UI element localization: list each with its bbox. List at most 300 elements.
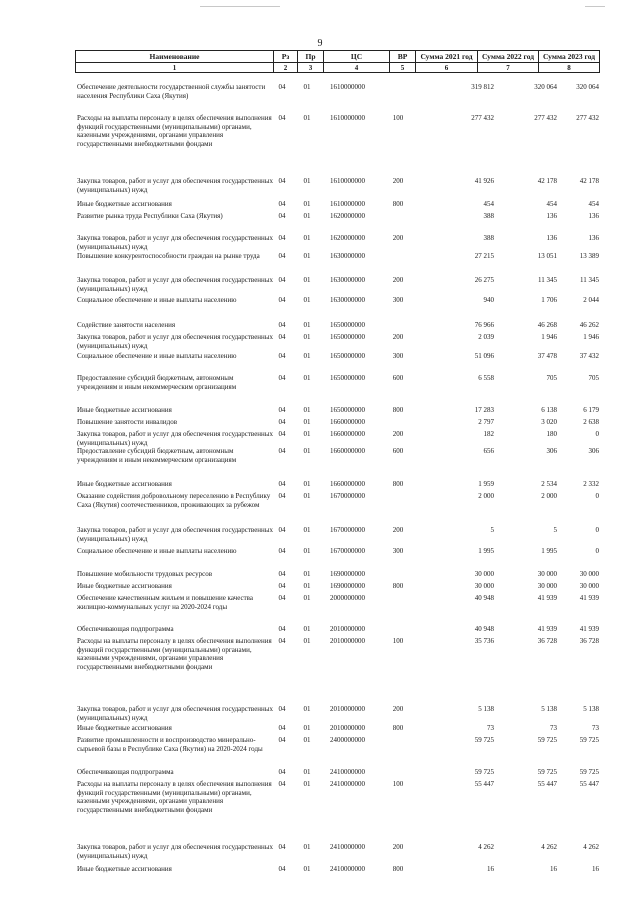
row-sum-2022: 30 000: [537, 582, 557, 590]
row-pr: 01: [303, 352, 311, 360]
row-pr: 01: [303, 212, 311, 220]
row-pr: 01: [303, 430, 311, 438]
row-vr: 200: [392, 430, 404, 438]
row-name: Обеспечение качественным жильем и повышение качества жилищно-коммунальных услуг на 2020-2024 годы: [77, 594, 253, 611]
row-pr: 01: [303, 768, 311, 776]
row-name: Иные бюджетные ассигнования: [77, 200, 172, 208]
row-rz: 04: [278, 736, 286, 744]
row-pr: 01: [303, 637, 311, 645]
table-row: [75, 768, 599, 776]
row-sum-2022: 1 706: [541, 296, 557, 304]
row-cs: 1650000000: [330, 333, 365, 341]
row-sum-2023: 136: [588, 212, 599, 220]
row-sum-2022: 59 725: [537, 768, 557, 776]
row-name: Закупка товаров, работ и услуг для обеспечения государственных (муниципальных) нужд: [77, 430, 274, 447]
row-sum-2021: 1 959: [478, 480, 494, 488]
row-sum-2022: 36 728: [537, 637, 557, 645]
row-pr: 01: [303, 234, 311, 242]
row-rz: 04: [278, 200, 286, 208]
row-cs: 1650000000: [330, 406, 365, 414]
table-row: [75, 276, 599, 293]
row-pr: 01: [303, 447, 311, 455]
column-number: 6: [416, 63, 478, 73]
row-sum-2023: 41 939: [579, 625, 599, 633]
row-cs: 1630000000: [330, 252, 365, 260]
row-name: Повышение занятости инвалидов: [77, 418, 178, 426]
row-rz: 04: [278, 526, 286, 534]
row-sum-2022: 136: [546, 234, 557, 242]
table-row: [75, 252, 599, 260]
column-number: 1: [76, 63, 274, 73]
row-cs: 2410000000: [330, 780, 365, 788]
row-name: Закупка товаров, работ и услуг для обеспечения государственных (муниципальных) нужд: [77, 177, 274, 194]
row-name: Расходы на выплаты персоналу в целях обеспечения выполнения функций государственными (муниципальными) органами, казенными учреждениями, органами управления государственными внебюджетными фондами: [77, 114, 272, 148]
row-sum-2021: 59 725: [474, 768, 494, 776]
row-cs: 1630000000: [330, 296, 365, 304]
row-sum-2021: 319 812: [471, 83, 494, 91]
row-name: Закупка товаров, работ и услуг для обеспечения государственных (муниципальных) нужд: [77, 843, 274, 860]
row-sum-2021: 73: [487, 724, 494, 732]
row-cs: 2010000000: [330, 724, 365, 732]
row-rz: 04: [278, 406, 286, 414]
row-vr: 200: [392, 843, 404, 851]
row-sum-2023: 73: [592, 724, 599, 732]
row-pr: 01: [303, 177, 311, 185]
row-rz: 04: [278, 177, 286, 185]
scan-mark-right: [585, 6, 605, 7]
row-pr: 01: [303, 276, 311, 284]
row-name: Социальное обеспечение и иные выплаты населению: [77, 296, 237, 304]
row-sum-2023: 30 000: [579, 582, 599, 590]
row-name: Расходы на выплаты персоналу в целях обеспечения выполнения функций государственными (муниципальными) органами, казенными учреждениями, органами управления государственными внебюджетными фондами: [77, 780, 272, 814]
row-sum-2022: 11 345: [538, 276, 557, 284]
row-pr: 01: [303, 321, 311, 329]
row-rz: 04: [278, 547, 286, 555]
row-vr: 200: [392, 333, 404, 341]
row-pr: 01: [303, 526, 311, 534]
table-row: [75, 843, 599, 860]
table-row: [75, 547, 599, 555]
row-vr: 200: [392, 276, 404, 284]
row-name: Повышение конкурентоспособности граждан на рынке труда: [77, 252, 260, 260]
row-sum-2022: 73: [550, 724, 557, 732]
row-sum-2021: 35 736: [474, 637, 494, 645]
row-pr: 01: [303, 594, 311, 602]
row-name: Предоставление субсидий бюджетным, автономным учреждениям и иным некоммерческим организациям: [77, 374, 237, 391]
table-row: [75, 594, 599, 611]
column-number: 7: [478, 63, 539, 73]
row-sum-2021: 30 000: [474, 570, 494, 578]
row-sum-2023: 59 725: [579, 768, 599, 776]
table-row: [75, 637, 599, 671]
row-sum-2022: 30 000: [537, 570, 557, 578]
table-row: [75, 625, 599, 633]
row-cs: 1650000000: [330, 352, 365, 360]
table-row: [75, 406, 599, 414]
row-rz: 04: [278, 570, 286, 578]
row-sum-2021: 16: [487, 865, 494, 873]
row-cs: 2410000000: [330, 843, 365, 851]
row-rz: 04: [278, 333, 286, 341]
row-rz: 04: [278, 430, 286, 438]
row-pr: 01: [303, 252, 311, 260]
row-pr: 01: [303, 480, 311, 488]
row-sum-2023: 0: [595, 526, 599, 534]
row-sum-2022: 5 138: [541, 705, 557, 713]
row-sum-2021: 17 283: [474, 406, 494, 414]
table-row: [75, 582, 599, 590]
row-rz: 04: [278, 234, 286, 242]
row-name: Обеспечивающая подпрограмма: [77, 768, 174, 776]
table-row: [75, 736, 599, 753]
row-pr: 01: [303, 843, 311, 851]
row-pr: 01: [303, 582, 311, 590]
row-rz: 04: [278, 374, 286, 382]
column-number-row: [76, 63, 600, 73]
row-sum-2021: 27 215: [474, 252, 494, 260]
row-sum-2023: 4 262: [583, 843, 599, 851]
table-row: [75, 177, 599, 194]
row-sum-2021: 388: [483, 234, 494, 242]
row-sum-2021: 182: [483, 430, 494, 438]
row-cs: 1650000000: [330, 374, 365, 382]
row-rz: 04: [278, 625, 286, 633]
row-pr: 01: [303, 418, 311, 426]
row-sum-2023: 30 000: [579, 570, 599, 578]
row-pr: 01: [303, 296, 311, 304]
row-sum-2023: 36 728: [579, 637, 599, 645]
row-rz: 04: [278, 594, 286, 602]
row-pr: 01: [303, 736, 311, 744]
row-cs: 1620000000: [330, 234, 365, 242]
column-number: 5: [390, 63, 416, 73]
row-rz: 04: [278, 865, 286, 873]
row-sum-2023: 6 179: [583, 406, 599, 414]
table-row: [75, 526, 599, 543]
row-rz: 04: [278, 705, 286, 713]
row-sum-2021: 2 039: [478, 333, 494, 341]
row-cs: 2400000000: [330, 736, 365, 744]
row-name: Предоставление субсидий бюджетным, автономным учреждениям и иным некоммерческим организациям: [77, 447, 237, 464]
row-cs: 1690000000: [330, 582, 365, 590]
row-name: Обеспечивающая подпрограмма: [77, 625, 174, 633]
row-sum-2022: 41 939: [537, 625, 557, 633]
row-pr: 01: [303, 865, 311, 873]
table-row: [75, 570, 599, 578]
row-sum-2022: 180: [546, 430, 557, 438]
row-pr: 01: [303, 547, 311, 555]
row-sum-2023: 705: [588, 374, 599, 382]
row-sum-2021: 940: [483, 296, 494, 304]
row-rz: 04: [278, 447, 286, 455]
table-row: [75, 234, 599, 251]
row-sum-2021: 40 948: [474, 594, 494, 602]
table-row: [75, 865, 599, 873]
row-rz: 04: [278, 418, 286, 426]
row-pr: 01: [303, 83, 311, 91]
row-vr: 200: [392, 234, 404, 242]
row-rz: 04: [278, 780, 286, 788]
page-number: 9: [317, 38, 323, 49]
row-sum-2022: 16: [550, 865, 557, 873]
row-rz: 04: [278, 276, 286, 284]
row-pr: 01: [303, 724, 311, 732]
row-vr: 300: [392, 352, 404, 360]
table-row: [75, 780, 599, 814]
row-cs: 1650000000: [330, 321, 365, 329]
row-name: Социальное обеспечение и иные выплаты населению: [77, 547, 237, 555]
row-cs: 1670000000: [330, 547, 365, 555]
row-rz: 04: [278, 321, 286, 329]
table-row: [75, 705, 599, 722]
row-sum-2021: 656: [483, 447, 494, 455]
row-cs: 1610000000: [330, 200, 365, 208]
row-sum-2022: 1 946: [541, 333, 557, 341]
row-pr: 01: [303, 625, 311, 633]
table-row: [75, 492, 599, 509]
header-sum-2022: Сумма 2022 год: [478, 51, 539, 63]
row-cs: 1690000000: [330, 570, 365, 578]
table-row: [75, 374, 599, 391]
row-cs: 1630000000: [330, 276, 365, 284]
row-vr: 800: [392, 406, 404, 414]
row-vr: 100: [392, 637, 404, 645]
row-vr: 200: [392, 177, 404, 185]
row-name: Закупка товаров, работ и услуг для обеспечения государственных (муниципальных) нужд: [77, 234, 274, 251]
row-name: Обеспечение деятельности государственной службы занятости населения Республики Саха (Якутия): [77, 83, 266, 100]
row-sum-2021: 26 275: [474, 276, 494, 284]
table-row: [75, 724, 599, 732]
table-row: [75, 200, 599, 208]
table-row: [75, 321, 599, 329]
row-sum-2021: 55 447: [474, 780, 494, 788]
row-vr: 100: [392, 780, 404, 788]
table-row: [75, 480, 599, 488]
header-vr: ВР: [390, 51, 416, 63]
row-sum-2023: 136: [588, 234, 599, 242]
row-rz: 04: [278, 637, 286, 645]
row-sum-2023: 2 332: [583, 480, 599, 488]
row-name: Иные бюджетные ассигнования: [77, 406, 172, 414]
row-cs: 1660000000: [330, 418, 365, 426]
row-name: Закупка товаров, работ и услуг для обеспечения государственных (муниципальных) нужд: [77, 333, 274, 350]
row-rz: 04: [278, 83, 286, 91]
row-sum-2023: 306: [588, 447, 599, 455]
row-sum-2021: 30 000: [474, 582, 494, 590]
row-sum-2023: 11 345: [580, 276, 599, 284]
row-sum-2021: 5 138: [478, 705, 494, 713]
row-cs: 1610000000: [330, 114, 365, 122]
table-row: [75, 352, 599, 360]
row-sum-2023: 0: [595, 492, 599, 500]
row-vr: 300: [392, 296, 404, 304]
row-sum-2021: 277 432: [471, 114, 494, 122]
row-cs: 1660000000: [330, 447, 365, 455]
row-cs: 1670000000: [330, 526, 365, 534]
row-sum-2021: 6 558: [478, 374, 494, 382]
header-row: [76, 51, 600, 63]
header-sum-2023: Сумма 2023 год: [539, 51, 600, 63]
row-name: Закупка товаров, работ и услуг для обеспечения государственных (муниципальных) нужд: [77, 705, 274, 722]
row-sum-2022: 55 447: [537, 780, 557, 788]
row-cs: 2010000000: [330, 625, 365, 633]
row-name: Развитие промышленности и воспроизводство минерально-сырьевой базы в Республике Саха (Якутия) на 2020-2024 годы: [77, 736, 263, 753]
row-sum-2023: 42 178: [579, 177, 599, 185]
row-sum-2023: 13 389: [579, 252, 599, 260]
row-vr: 800: [392, 582, 404, 590]
row-sum-2022: 454: [546, 200, 557, 208]
row-rz: 04: [278, 492, 286, 500]
header-name: Наименование: [76, 51, 274, 63]
row-pr: 01: [303, 780, 311, 788]
row-name: Повышение мобильности трудовых ресурсов: [77, 570, 213, 578]
row-sum-2023: 2 638: [583, 418, 599, 426]
row-sum-2021: 76 966: [474, 321, 494, 329]
row-name: Иные бюджетные ассигнования: [77, 865, 172, 873]
row-rz: 04: [278, 296, 286, 304]
row-sum-2023: 454: [588, 200, 599, 208]
row-sum-2022: 705: [546, 374, 557, 382]
row-sum-2023: 41 939: [579, 594, 599, 602]
column-number: 4: [324, 63, 390, 73]
row-sum-2022: 2 000: [541, 492, 557, 500]
table-header: [75, 50, 600, 73]
scan-mark-left: [200, 6, 280, 7]
row-name: Иные бюджетные ассигнования: [77, 724, 172, 732]
row-sum-2021: 454: [483, 200, 494, 208]
row-name: Закупка товаров, работ и услуг для обеспечения государственных (муниципальных) нужд: [77, 526, 274, 543]
row-cs: 2010000000: [330, 637, 365, 645]
row-vr: 600: [392, 447, 404, 455]
row-name: Иные бюджетные ассигнования: [77, 582, 172, 590]
row-sum-2021: 40 948: [474, 625, 494, 633]
row-pr: 01: [303, 570, 311, 578]
row-pr: 01: [303, 374, 311, 382]
row-sum-2023: 1 946: [583, 333, 599, 341]
row-sum-2023: 16: [592, 865, 599, 873]
table-row: [75, 83, 599, 100]
row-sum-2023: 55 447: [579, 780, 599, 788]
column-number: 2: [274, 63, 298, 73]
header-cs: ЦС: [324, 51, 390, 63]
row-sum-2021: 5: [490, 526, 494, 534]
row-pr: 01: [303, 492, 311, 500]
row-sum-2021: 1 995: [478, 547, 494, 555]
table-row: [75, 114, 599, 148]
row-rz: 04: [278, 252, 286, 260]
row-name: Закупка товаров, работ и услуг для обеспечения государственных (муниципальных) нужд: [77, 276, 274, 293]
row-sum-2023: 0: [595, 430, 599, 438]
row-name: Содействие занятости населения: [77, 321, 176, 329]
row-sum-2022: 3 020: [541, 418, 557, 426]
row-vr: 800: [392, 724, 404, 732]
table-row: [75, 212, 599, 220]
row-cs: 1610000000: [330, 83, 365, 91]
row-sum-2021: 41 926: [474, 177, 494, 185]
row-sum-2022: 306: [546, 447, 557, 455]
row-sum-2023: 46 262: [579, 321, 599, 329]
column-number: 3: [298, 63, 324, 73]
row-sum-2023: 37 432: [579, 352, 599, 360]
row-sum-2022: 4 262: [541, 843, 557, 851]
row-sum-2023: 320 064: [576, 83, 599, 91]
row-pr: 01: [303, 705, 311, 713]
row-rz: 04: [278, 843, 286, 851]
row-vr: 800: [392, 200, 404, 208]
row-cs: 2010000000: [330, 705, 365, 713]
row-sum-2022: 13 051: [537, 252, 557, 260]
row-pr: 01: [303, 333, 311, 341]
row-vr: 200: [392, 526, 404, 534]
row-rz: 04: [278, 724, 286, 732]
row-name: Социальное обеспечение и иные выплаты населению: [77, 352, 237, 360]
row-cs: 1660000000: [330, 430, 365, 438]
row-sum-2021: 4 262: [478, 843, 494, 851]
row-sum-2022: 320 064: [534, 83, 557, 91]
row-sum-2022: 136: [546, 212, 557, 220]
row-vr: 800: [392, 865, 404, 873]
table-row: [75, 418, 599, 426]
row-cs: 1660000000: [330, 480, 365, 488]
row-rz: 04: [278, 768, 286, 776]
row-vr: 300: [392, 547, 404, 555]
row-rz: 04: [278, 212, 286, 220]
row-vr: 600: [392, 374, 404, 382]
row-sum-2023: 277 432: [576, 114, 599, 122]
row-vr: 200: [392, 705, 404, 713]
row-cs: 2410000000: [330, 865, 365, 873]
row-sum-2021: 51 096: [474, 352, 494, 360]
row-sum-2023: 2 044: [583, 296, 599, 304]
table-row: [75, 430, 599, 447]
row-cs: 1620000000: [330, 212, 365, 220]
row-sum-2021: 388: [483, 212, 494, 220]
header-rz: Рз: [274, 51, 298, 63]
row-sum-2022: 5: [553, 526, 557, 534]
row-vr: 100: [392, 114, 404, 122]
row-sum-2022: 42 178: [537, 177, 557, 185]
row-cs: 1670000000: [330, 492, 365, 500]
row-rz: 04: [278, 582, 286, 590]
row-sum-2021: 2 000: [478, 492, 494, 500]
row-sum-2022: 37 478: [537, 352, 557, 360]
row-name: Иные бюджетные ассигнования: [77, 480, 172, 488]
row-name: Оказание содействия добровольному переселению в Республику Саха (Якутия) соотечественников, проживающих за рубежом: [77, 492, 271, 509]
row-rz: 04: [278, 480, 286, 488]
table-row: [75, 296, 599, 304]
row-sum-2023: 5 138: [583, 705, 599, 713]
header-pr: Пр: [298, 51, 324, 63]
row-sum-2022: 1 995: [541, 547, 557, 555]
header-sum-2021: Сумма 2021 год: [416, 51, 478, 63]
table-row: [75, 333, 599, 350]
column-number: 8: [539, 63, 600, 73]
row-name: Развитие рынка труда Республики Саха (Якутия): [77, 212, 223, 220]
row-rz: 04: [278, 114, 286, 122]
row-sum-2022: 277 432: [534, 114, 557, 122]
row-cs: 2410000000: [330, 768, 365, 776]
row-sum-2022: 2 534: [541, 480, 557, 488]
row-rz: 04: [278, 352, 286, 360]
row-sum-2023: 59 725: [579, 736, 599, 744]
row-name: Расходы на выплаты персоналу в целях обеспечения выполнения функций государственными (муниципальными) органами, казенными учреждениями, органами управления государственными внебюджетными фондами: [77, 637, 272, 671]
row-pr: 01: [303, 406, 311, 414]
table-row: [75, 447, 599, 464]
row-sum-2022: 6 138: [541, 406, 557, 414]
row-sum-2022: 59 725: [537, 736, 557, 744]
row-sum-2021: 59 725: [474, 736, 494, 744]
row-sum-2021: 2 797: [478, 418, 494, 426]
